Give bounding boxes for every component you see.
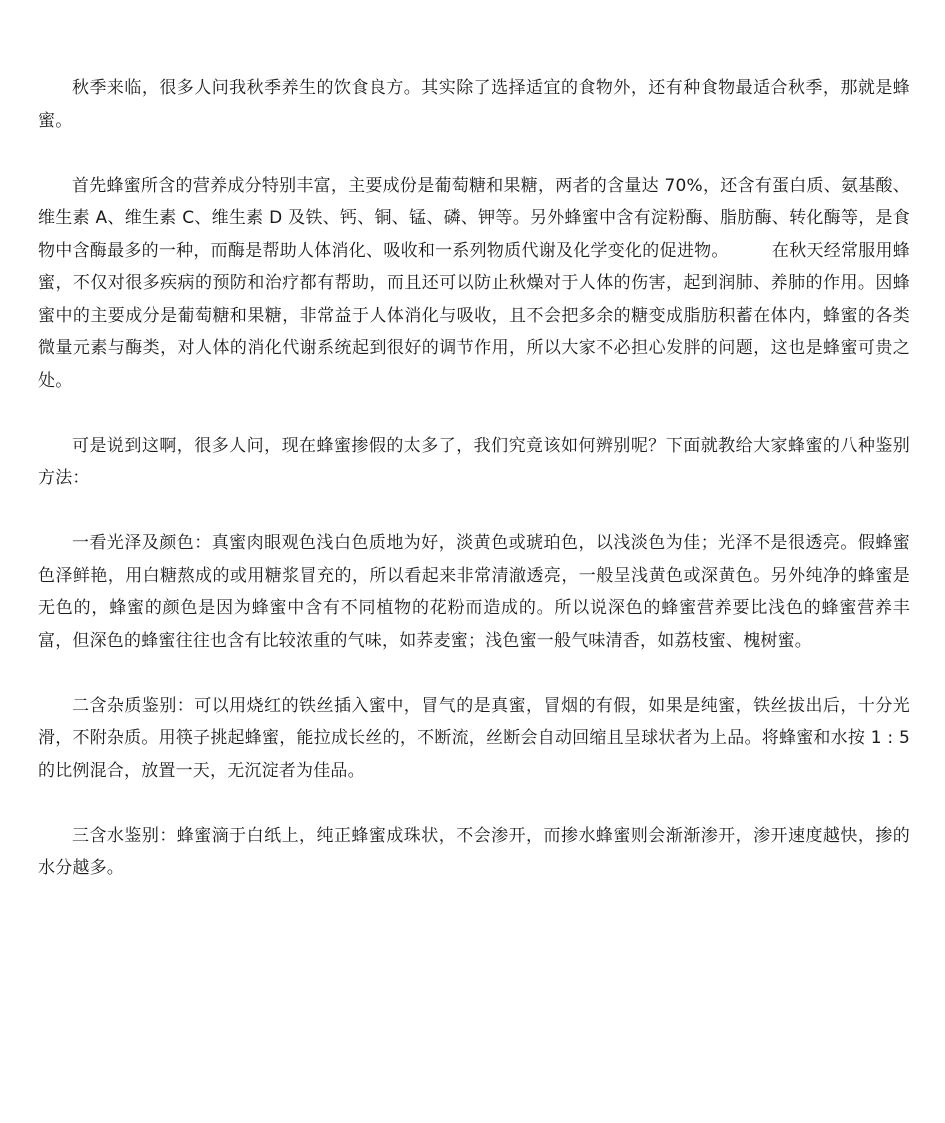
- document-body: [38, 72, 910, 917]
- paragraph-method-impurity: 二含杂质鉴别：可以用烧红的铁丝插入蜜中，冒气的是真蜜，冒烟的有假，如果是纯蜜，铁丝拔出后，十分光滑，不附杂质。用筷子挑起蜂蜜，能拉成长丝的，不断流，丝断会自动回缩且呈球状者为上品。将蜂蜜和水按 1 : 5 的比例混合，放置一天，无沉淀者为佳品。: [38, 695, 910, 781]
- paragraph-method-color: 一看光泽及颜色：真蜜肉眼观色浅白色质地为好，淡黄色或琥珀色，以浅淡色为佳；光泽不是很透亮。假蜂蜜色泽鲜艳，用白糖熬成的或用糖浆冒充的，所以看起来非常清澈透亮，一般呈浅黄色或深黄色。另外纯净的蜂蜜是无色的，蜂蜜的颜色是因为蜂蜜中含有不同植物的花粉而造成的。所以说深色的蜂蜜营养要比浅色的蜂蜜营养丰富，但深色的蜂蜜往往也含有比较浓重的气味，如荞麦蜜；浅色蜜一般气味清香，如荔枝蜜、槐树蜜。: [38, 533, 910, 651]
- paragraph-question: 可是说到这啊，很多人问，现在蜂蜜掺假的太多了，我们究竟该如何辨别呢？下面就教给大家蜂蜜的八种鉴别方法：: [38, 435, 910, 488]
- paragraph-nutrition: 首先蜂蜜所含的营养成分特别丰富，主要成份是葡萄糖和果糖，两者的含量达 70%，还含有蛋白质、氨基酸、维生素 A、维生素 C、维生素 D 及铁、钙、铜、锰、磷、钾等。另外蜂蜜中含有淀粉酶、脂肪酶、转化酶等，是食物中含酶最多的一种，而酶是帮助人体消化、吸收和一系列物质代谢及化学变化的促进物。 在秋天经常服用蜂蜜，不仅对很多疾病的预防和治疗都有帮助，而且还可以防止秋燥对于人体的伤害，起到润肺、养肺的作用。因蜂蜜中的主要成分是葡萄糖和果糖，非常益于人体消化与吸收，且不会把多余的糖变成脂肪积蓄在体内，蜂蜜的各类微量元素与酶类，对人体的消化代谢系统起到很好的调节作用，所以大家不必担心发胖的问题，这也是蜂蜜可贵之处。: [38, 175, 910, 391]
- paragraph-method-water: 三含水鉴别：蜂蜜滴于白纸上，纯正蜂蜜成珠状，不会渗开，而掺水蜂蜜则会渐渐渗开，渗开速度越快，掺的水分越多。: [38, 825, 910, 878]
- paragraph-intro: 秋季来临，很多人问我秋季养生的饮食良方。其实除了选择适宜的食物外，还有种食物最适合秋季，那就是蜂蜜。: [38, 78, 910, 131]
